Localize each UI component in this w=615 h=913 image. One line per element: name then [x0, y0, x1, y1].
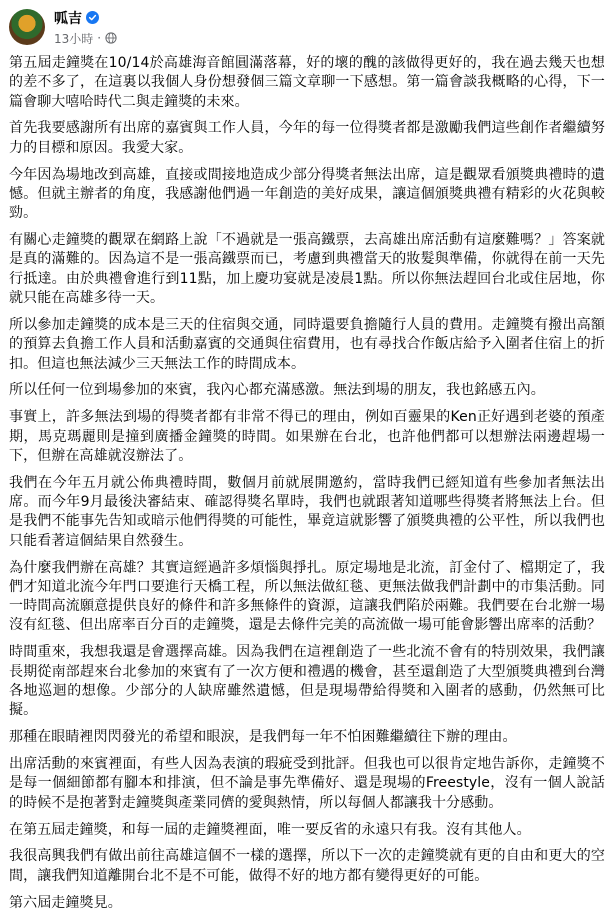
post-paragraph: 今年因為場地改到高雄，直接或間接地造成少部分得獎者無法出席，這是觀眾看頒獎典禮時的遺憾。但就主辦者的角度，我感謝他們過一年創造的美好成果，讓這個頒獎典禮有精彩的火花與較勁。 [9, 166, 605, 222]
globe-icon[interactable] [105, 32, 117, 44]
post-paragraph: 我很高興我們有做出前往高雄這個不一樣的選擇，所以下一次的走鐘獎就有更的自由和更大的空間，讓我們知道離開台北不是不可能，做得不好的地方都有變得更好的可能。 [9, 848, 605, 884]
post-paragraph: 在第五屆走鐘獎，和每一屆的走鐘獎裡面，唯一要反省的永遠只有我。沒有其他人。 [9, 821, 531, 838]
post-paragraph: 有關心走鐘獎的觀眾在網路上說「不過就是一張高鐵票，去高雄出席活動有這麼難嗎？」答案就是真的滿難的。因為這不是一張高鐵票而已，考慮到典禮當天的妝髮與準備，你就得在前一天先行抵達。由於典禮會進行到11點，加上慶功宴就是凌晨1點。所以你無法趕回台北或住居地，你就只能在高雄多待一天。 [9, 232, 605, 307]
post-paragraph: 出席活動的來賓裡面，有些人因為表演的瑕疵受到批評。但我也可以很肯定地告訴你，走鐘獎不是每一個細節都有腳本和排演，但不論是事先準備好、還是現場的Freestyle，沒有一個人說話的時候不是抱著對走鐘獎與產業同儕的愛與熱情，所以每個人都讓我十分感動。 [9, 756, 605, 811]
avatar[interactable] [9, 9, 45, 45]
author-block [54, 8, 117, 47]
meta-separator: · [97, 31, 102, 45]
post-paragraph: 第六屆走鐘獎見。 [9, 894, 122, 911]
post-timestamp[interactable]: 13小時 [54, 31, 94, 46]
post-meta [54, 30, 117, 47]
post-paragraph: 時間重來，我想我還是會選擇高雄。因為我們在這裡創造了一些北流不會有的特別效果，我們讓長期從南部趕來台北參加的來賓有了一次方便和禮遇的機會，甚至還創造了大型頒獎典禮到台灣各地巡迴的想像。少部分的人缺席雖然遺憾，但是現場帶給得獎和入圍者的感動，仍然無可比擬。 [9, 644, 605, 719]
post-paragraph: 事實上，許多無法到場的得獎者都有非常不得已的理由，例如百靈果的Ken正好遇到老婆的預產期，馬克瑪麗則是撞到廣播金鐘獎的時間。如果辦在台北，也許他們都可以想辦法兩邊趕場一下，但辦在高雄就沒辦法了。 [9, 409, 605, 464]
verified-badge-icon [86, 11, 99, 24]
post-paragraph: 我們在今年五月就公佈典禮時間，數個月前就展開邀約，當時我們已經知道有些參加者無法出席。而今年9月最後決審結束、確認得獎名單時，我們也就跟著知道哪些得獎者將無法上台。但是我們不能事先告知或暗示他們得獎的可能性，畢竟這就影響了頒獎典禮的公平性，所以我們也只能看著這個結果自然發生。 [9, 474, 605, 549]
post-paragraph: 首先我要感謝所有出席的嘉賓與工作人員，今年的每一位得獎者都是激勵我們這些創作者繼續努力的目標和原因。我愛大家。 [9, 120, 605, 156]
post-paragraph: 所以參加走鐘獎的成本是三天的住宿與交通，同時還要負擔隨行人員的費用。走鐘獎有撥出高額的預算去負擔工作人員和活動嘉賓的交通與住宿費用，也有尋找合作飯店給予入圍者住宿上的折扣。但這也無法減少三天無法工作的時間成本。 [9, 316, 605, 372]
author-line [54, 8, 117, 28]
post-header [9, 0, 605, 50]
post-paragraph: 所以任何一位到場參加的來賓，我內心都充滿感激。無法到場的朋友，我也銘感五內。 [9, 382, 545, 399]
post-body [9, 54, 605, 913]
post-paragraph: 為什麼我們辦在高雄？其實這經過許多煩惱與掙扎。原定場地是北流，訂金付了、檔期定了，我們才知道北流今年門口要進行天橋工程，所以無法做紅毯、更無法做我們計劃中的市集活動。同一時間高流願意提供良好的條件和許多無條件的資源，這讓我們陷於兩難。我們要在台北辦一場沒有紅毯、但出席率百分百的走鐘獎，還是去條件完美的高流做一場可能會影響出席率的活動？ [9, 559, 605, 634]
post-paragraph: 那種在眼睛裡閃閃發光的希望和眼淚，是我們每一年不怕困難繼續往下辦的理由。 [9, 729, 517, 746]
author-name[interactable]: 呱吉 [54, 10, 82, 27]
post-paragraph: 第五屆走鐘獎在10/14於高雄海音館圓滿落幕，好的壞的醜的該做得更好的，我在過去幾天也想的差不多了，在這裏以我個人身份想發個三篇文章聊一下感想。第一篇會談我概略的心得，下一篇會聊大嘻哈時代二與走鐘獎的未來。 [9, 55, 605, 110]
